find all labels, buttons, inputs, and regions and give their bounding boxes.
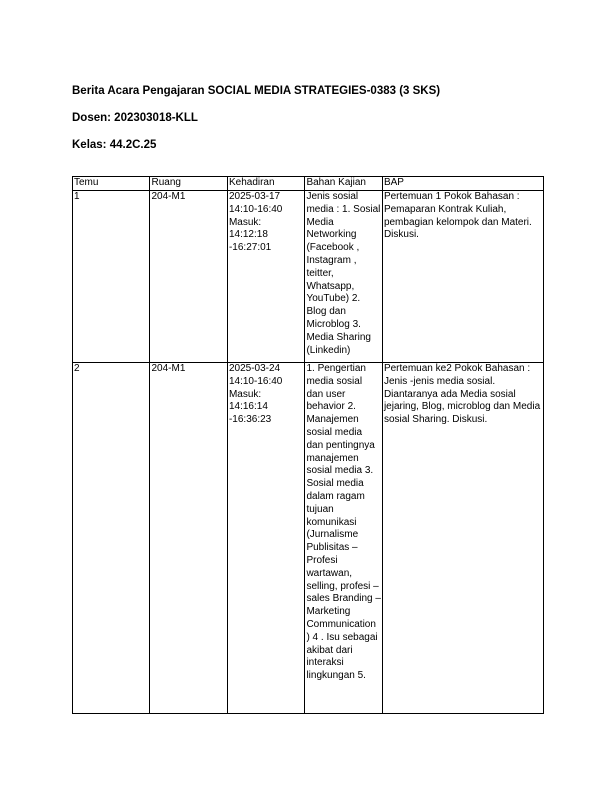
cell-bap: Pertemuan ke2 Pokok Bahasan : Jenis -jenis media sosial. Diantaranya ada Media sosial jejaring, Blog, microblog dan Media sosial Sharing. Diskusi. bbox=[382, 363, 543, 714]
cell-ruang: 204-M1 bbox=[150, 191, 227, 363]
check-in-time: 14:12:18 bbox=[228, 229, 268, 241]
header-bahan-kajian: Bahan Kajian bbox=[305, 177, 382, 191]
session-date: 2025-03-17 bbox=[228, 191, 281, 202]
cell-bap: Pertemuan 1 Pokok Bahasan : Pemaparan Kontrak Kuliah, pembagian kelompok dan Materi. Diskusi. bbox=[382, 191, 543, 363]
check-in-label: Masuk: bbox=[228, 216, 262, 228]
check-in-time: 14:16:14 bbox=[228, 401, 268, 413]
header-ruang: Ruang bbox=[150, 177, 227, 191]
cell-bahan-kajian: Jenis sosial media : 1. Sosial Media Networking (Facebook , Instagram , teitter, Whatsapp, YouTube) 2. Blog dan Microblog 3. Media Sharing (Linkedin) bbox=[305, 191, 382, 363]
cell-bahan-kajian: 1. Pengertian media sosial dan user behavior 2. Manajemen sosial media dan pentingnya manajemen sosial media 3. Sosial media dalam ragam tujuan komunikasi (Jurnalisme Publisitas – Profesi wartawan, selling, profesi – sales Branding – Marketing Communication ) 4 . Isu sebagai akibat dari interaksi lingkungan 5. bbox=[305, 363, 382, 714]
cell-kehadiran bbox=[227, 363, 304, 714]
lecturer-line: Dosen: 202303018-KLL bbox=[72, 112, 198, 124]
check-in-label: Masuk: bbox=[228, 388, 262, 400]
table-row bbox=[73, 191, 544, 363]
cell-temu: 2 bbox=[73, 363, 150, 714]
header-bap: BAP bbox=[382, 177, 543, 191]
table-row bbox=[73, 363, 544, 714]
session-time: 14:10-16:40 bbox=[228, 203, 283, 215]
cell-ruang: 204-M1 bbox=[150, 363, 227, 714]
session-time: 14:10-16:40 bbox=[228, 375, 283, 387]
header-kehadiran: Kehadiran bbox=[227, 177, 304, 191]
header-temu: Temu bbox=[73, 177, 150, 191]
table-header-row bbox=[73, 177, 544, 191]
check-out-time: -16:36:23 bbox=[228, 414, 272, 426]
document-title: Berita Acara Pengajaran SOCIAL MEDIA STRATEGIES-0383 (3 SKS) bbox=[72, 85, 441, 97]
teaching-record-table bbox=[72, 176, 544, 714]
class-line: Kelas: 44.2C.25 bbox=[72, 139, 157, 151]
cell-kehadiran bbox=[227, 191, 304, 363]
check-out-time: -16:27:01 bbox=[228, 242, 272, 254]
session-date: 2025-03-24 bbox=[228, 363, 281, 374]
cell-temu: 1 bbox=[73, 191, 150, 363]
